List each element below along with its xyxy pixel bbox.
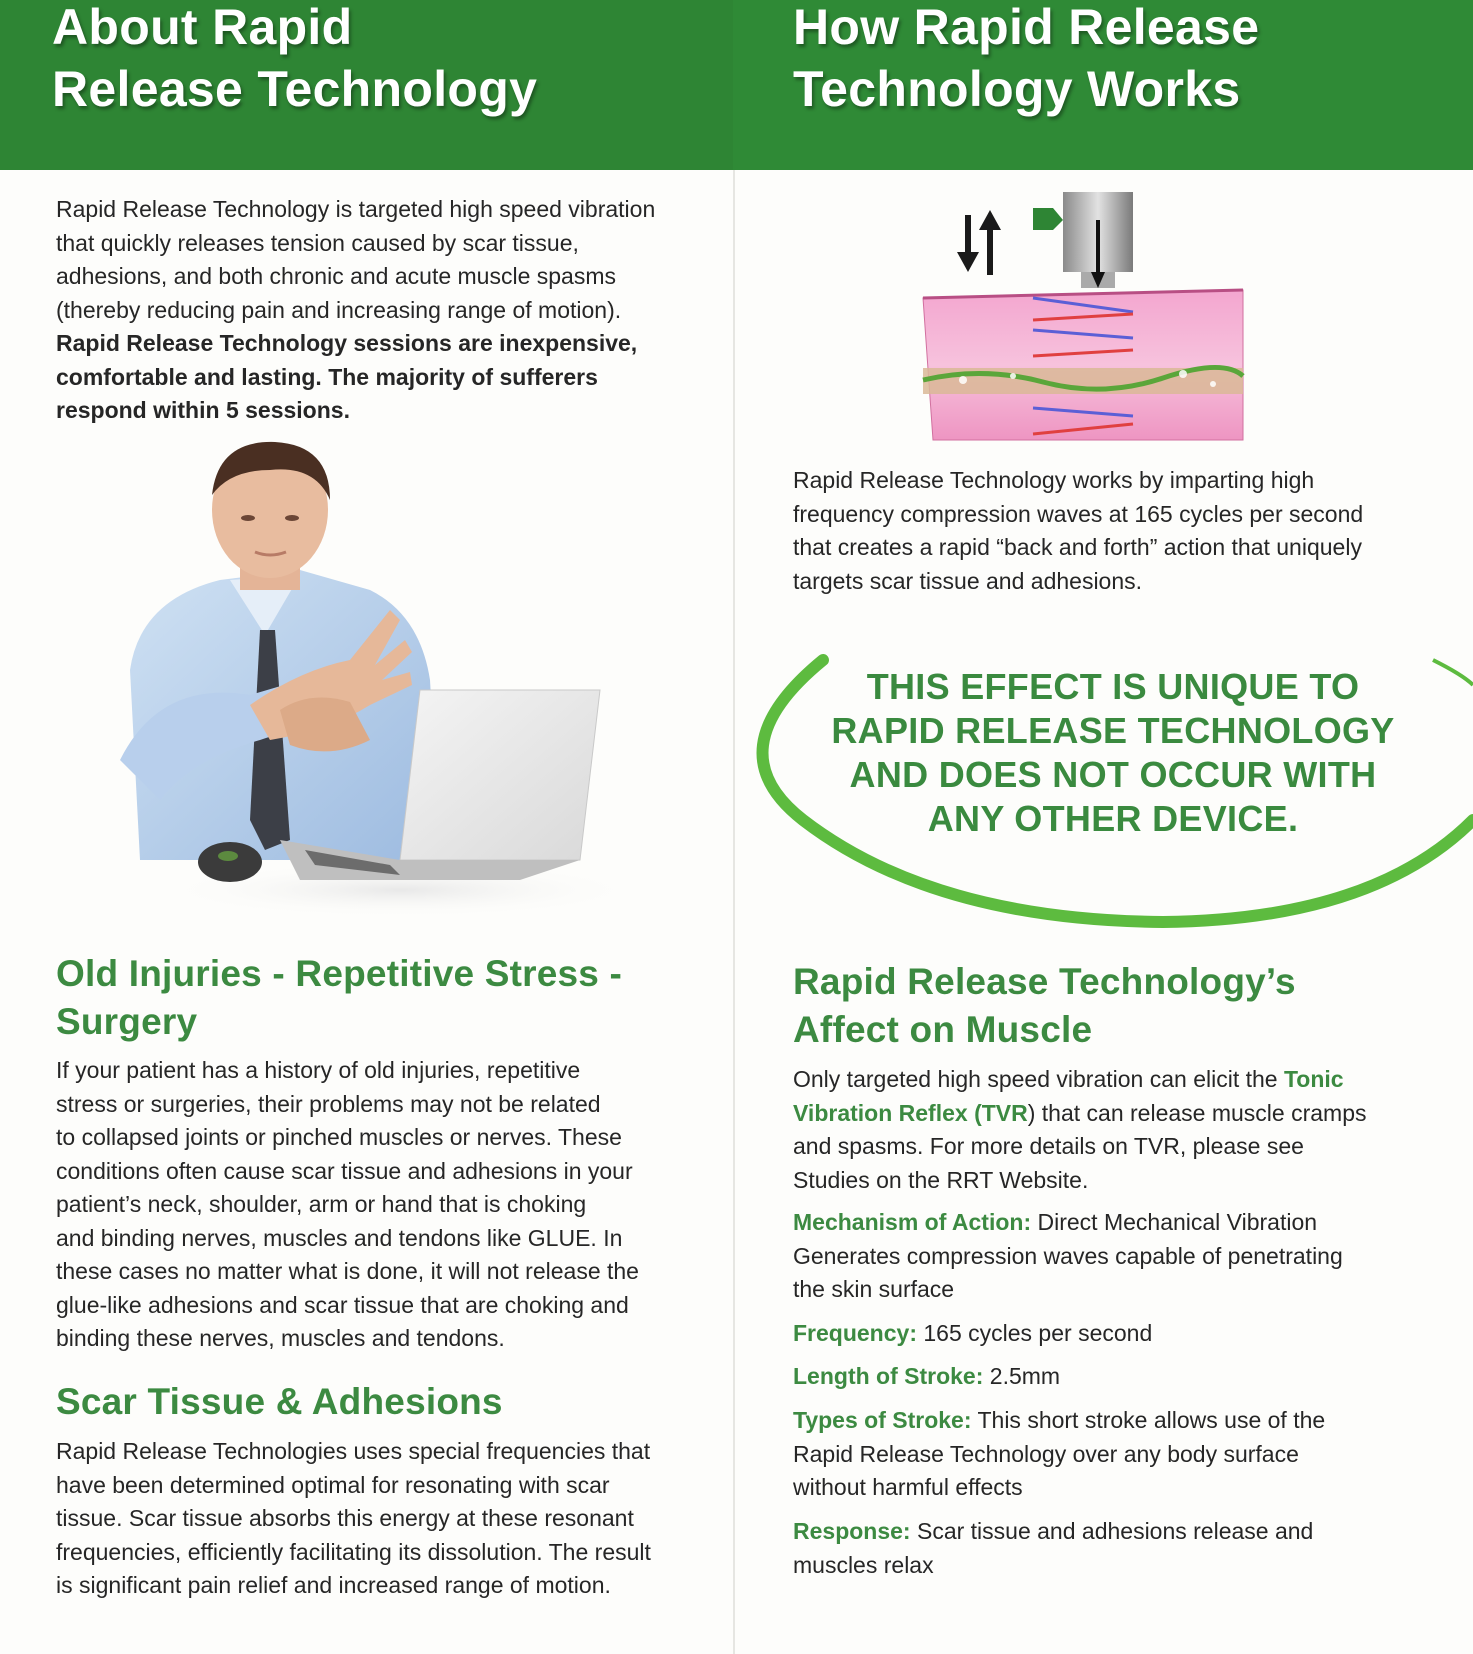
scar-tissue-paragraph xyxy=(56,1435,726,1603)
paragraph-line: frequency compression waves at 165 cycles per second xyxy=(793,500,1364,527)
paragraph-line: and spasms. For more details on TVR, please see xyxy=(793,1133,1304,1159)
right-header-line1: How Rapid Release xyxy=(793,0,1260,55)
up-down-arrows-icon xyxy=(957,210,1001,275)
paragraph-line: stress or surgeries, their problems may not be related xyxy=(56,1090,601,1117)
intro-bold-line: comfortable and lasting. The majority of sufferers xyxy=(56,363,598,390)
paragraph-line: tissue. Scar tissue absorbs this energy at these resonant xyxy=(56,1505,634,1531)
spec-length xyxy=(793,1360,1433,1394)
paragraph-line: and binding nerves, muscles and tendons like GLUE. In xyxy=(56,1224,623,1251)
intro-line: Rapid Release Technology is targeted high speed vibration xyxy=(56,196,656,222)
intro-line: that quickly releases tension caused by scar tissue, xyxy=(56,229,579,256)
old-injuries-paragraph xyxy=(56,1054,726,1356)
wrist-pain-photo xyxy=(100,440,660,920)
intro-bold-line: respond within 5 sessions. xyxy=(56,397,350,423)
intro-line: (thereby reducing pain and increasing range of motion). xyxy=(56,296,622,323)
left-header-line2: Release Technology xyxy=(52,61,538,117)
paragraph-line: frequencies, efficiently facilitating its dissolution. The result xyxy=(56,1538,651,1565)
paragraph-line: glue-like adhesions and scar tissue that are choking and xyxy=(56,1291,629,1318)
spec-label: Mechanism of Action: xyxy=(793,1209,1032,1235)
spec-value: Direct Mechanical Vibration xyxy=(1031,1209,1318,1235)
tvr-term: Vibration Reflex (TVR xyxy=(793,1099,1028,1126)
spec-mechanism xyxy=(793,1206,1433,1307)
text-run: ) that can release muscle cramps xyxy=(1027,1099,1367,1126)
left-header-title xyxy=(52,0,537,120)
paragraph-line: Rapid Release Technology works by imparting high xyxy=(793,467,1315,493)
spec-types xyxy=(793,1404,1433,1505)
spec-label: Response: xyxy=(793,1518,911,1544)
spec-value: without harmful effects xyxy=(793,1474,1023,1500)
vibration-device-icon xyxy=(1033,192,1133,288)
paragraph-line xyxy=(793,1097,1453,1131)
scar-tissue-heading: Scar Tissue & Adhesions xyxy=(56,1381,503,1422)
right-header-title xyxy=(793,0,1259,120)
muscle-heading xyxy=(793,958,1453,1054)
muscle-paragraph xyxy=(793,1063,1453,1197)
tissue-diagram xyxy=(903,190,1263,460)
paragraph-line: to collapsed joints or pinched muscles or nerves. These xyxy=(56,1124,622,1150)
heading-line: Old Injuries - Repetitive Stress - xyxy=(56,953,623,994)
intro-bold-line: Rapid Release Technology sessions are inexpensive, xyxy=(56,330,638,356)
left-header-line1: About Rapid xyxy=(52,0,353,55)
spec-value: Generates compression waves capable of penetrating xyxy=(793,1242,1343,1269)
spec-label: Frequency: xyxy=(793,1320,917,1346)
heading-line: Rapid Release Technology’s xyxy=(793,961,1296,1002)
spec-value: Rapid Release Technology over any body surface xyxy=(793,1440,1299,1467)
heading-line: Surgery xyxy=(56,1001,198,1042)
spec-response xyxy=(793,1515,1433,1582)
unique-effect-callout xyxy=(793,665,1433,841)
paragraph-line xyxy=(793,1063,1453,1097)
paragraph-line: conditions often cause scar tissue and adhesions in your xyxy=(56,1157,633,1184)
intro-paragraph xyxy=(56,193,716,428)
paragraph-line: Rapid Release Technologies uses special frequencies that xyxy=(56,1438,651,1464)
paragraph-line: patient’s neck, shoulder, arm or hand that is choking xyxy=(56,1191,587,1217)
paragraph-line: targets scar tissue and adhesions. xyxy=(793,567,1143,594)
spec-value: muscles relax xyxy=(793,1551,934,1578)
right-header-line2: Technology Works xyxy=(793,61,1241,117)
tvr-term: Tonic xyxy=(1283,1066,1344,1092)
spec-label: Length of Stroke: xyxy=(793,1363,984,1389)
how-it-works-paragraph xyxy=(793,464,1453,598)
right-header xyxy=(733,0,1473,170)
spec-value: This short stroke allows use of the xyxy=(971,1407,1326,1433)
intro-line: adhesions, and both chronic and acute muscle spasms xyxy=(56,263,616,289)
paragraph-line: that creates a rapid “back and forth” action that uniquely xyxy=(793,534,1362,560)
spec-label: Types of Stroke: xyxy=(793,1407,972,1433)
paragraph-line: binding these nerves, muscles and tendons. xyxy=(56,1325,505,1351)
heading-line: Affect on Muscle xyxy=(793,1009,1093,1050)
spec-value: 165 cycles per second xyxy=(916,1320,1153,1346)
paragraph-line: Studies on the RRT Website. xyxy=(793,1166,1089,1193)
paragraph-line: have been determined optimal for resonating with scar xyxy=(56,1471,610,1498)
callout-line: AND DOES NOT OCCUR WITH xyxy=(849,754,1377,795)
text-run: Only targeted high speed vibration can elicit the xyxy=(793,1066,1284,1092)
spec-value: 2.5mm xyxy=(983,1363,1061,1389)
callout-line: ANY OTHER DEVICE. xyxy=(927,798,1299,839)
callout-line: THIS EFFECT IS UNIQUE TO xyxy=(866,666,1360,707)
paragraph-line: these cases no matter what is done, it will not release the xyxy=(56,1258,639,1284)
left-panel xyxy=(0,0,733,1654)
left-header xyxy=(0,0,733,170)
paragraph-line: is significant pain relief and increased range of motion. xyxy=(56,1572,611,1598)
paragraph-line: If your patient has a history of old injuries, repetitive xyxy=(56,1057,581,1083)
spec-value: Scar tissue and adhesions release and xyxy=(910,1518,1314,1544)
callout-line: RAPID RELEASE TECHNOLOGY xyxy=(831,710,1395,751)
spec-frequency xyxy=(793,1317,1433,1351)
old-injuries-heading xyxy=(56,950,726,1046)
spec-value: the skin surface xyxy=(793,1276,955,1302)
right-panel xyxy=(733,0,1473,1654)
